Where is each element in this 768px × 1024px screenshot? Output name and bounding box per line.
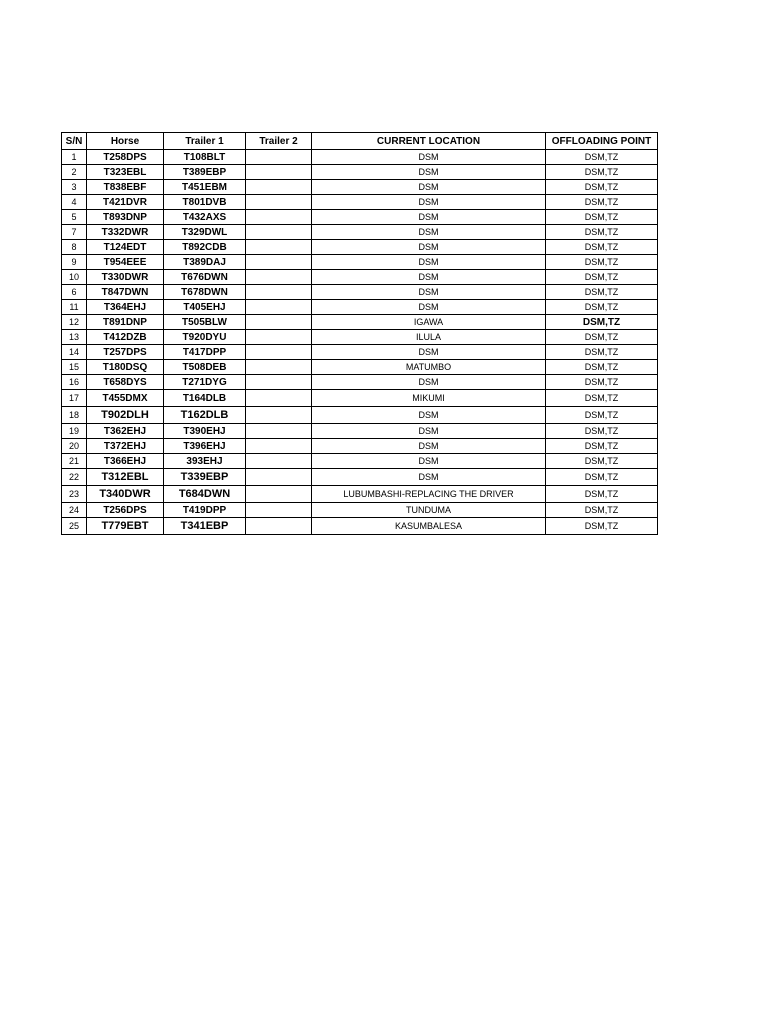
cell-trailer-1: T678DWN <box>164 285 246 300</box>
cell-trailer-2 <box>246 315 312 330</box>
cell-sn: 22 <box>62 469 87 486</box>
cell-horse: T847DWN <box>87 285 164 300</box>
cell-current-location: MATUMBO <box>312 360 546 375</box>
cell-trailer-2 <box>246 195 312 210</box>
cell-trailer-2 <box>246 165 312 180</box>
cell-trailer-2 <box>246 486 312 503</box>
cell-current-location: DSM <box>312 407 546 424</box>
cell-horse: T891DNP <box>87 315 164 330</box>
cell-current-location: MIKUMI <box>312 390 546 407</box>
cell-horse: T455DMX <box>87 390 164 407</box>
table-row <box>62 300 658 315</box>
cell-horse: T412DZB <box>87 330 164 345</box>
cell-trailer-2 <box>246 330 312 345</box>
cell-sn: 10 <box>62 270 87 285</box>
cell-offloading-point: DSM,TZ <box>546 390 658 407</box>
cell-current-location: DSM <box>312 424 546 439</box>
cell-offloading-point: DSM,TZ <box>546 270 658 285</box>
cell-current-location: DSM <box>312 195 546 210</box>
cell-horse: T180DSQ <box>87 360 164 375</box>
cell-trailer-2 <box>246 439 312 454</box>
cell-sn: 25 <box>62 518 87 535</box>
cell-trailer-1: T389DAJ <box>164 255 246 270</box>
cell-trailer-1: T508DEB <box>164 360 246 375</box>
cell-horse: T332DWR <box>87 225 164 240</box>
cell-sn: 16 <box>62 375 87 390</box>
cell-offloading-point: DSM,TZ <box>546 195 658 210</box>
cell-horse: T312EBL <box>87 469 164 486</box>
cell-offloading-point: DSM,TZ <box>546 407 658 424</box>
cell-offloading-point: DSM,TZ <box>546 345 658 360</box>
table-body <box>62 150 658 535</box>
cell-sn: 7 <box>62 225 87 240</box>
cell-sn: 3 <box>62 180 87 195</box>
cell-horse: T330DWR <box>87 270 164 285</box>
cell-offloading-point: DSM,TZ <box>546 439 658 454</box>
cell-sn: 2 <box>62 165 87 180</box>
cell-sn: 20 <box>62 439 87 454</box>
cell-offloading-point: DSM,TZ <box>546 285 658 300</box>
cell-horse: T902DLH <box>87 407 164 424</box>
cell-sn: 15 <box>62 360 87 375</box>
cell-current-location: LUBUMBASHI-REPLACING THE DRIVER <box>312 486 546 503</box>
cell-trailer-1: T801DVB <box>164 195 246 210</box>
table-row <box>62 270 658 285</box>
cell-offloading-point: DSM,TZ <box>546 240 658 255</box>
table-row <box>62 180 658 195</box>
cell-current-location: DSM <box>312 255 546 270</box>
cell-trailer-1: T162DLB <box>164 407 246 424</box>
cell-offloading-point: DSM,TZ <box>546 315 658 330</box>
table-row <box>62 407 658 424</box>
cell-trailer-2 <box>246 150 312 165</box>
cell-horse: T893DNP <box>87 210 164 225</box>
cell-trailer-1: T164DLB <box>164 390 246 407</box>
cell-current-location: DSM <box>312 150 546 165</box>
cell-current-location: DSM <box>312 180 546 195</box>
cell-offloading-point: DSM,TZ <box>546 330 658 345</box>
cell-trailer-2 <box>246 300 312 315</box>
cell-horse: T372EHJ <box>87 439 164 454</box>
cell-sn: 4 <box>62 195 87 210</box>
cell-horse: T362EHJ <box>87 424 164 439</box>
cell-trailer-1: T329DWL <box>164 225 246 240</box>
cell-trailer-1: T432AXS <box>164 210 246 225</box>
table-row <box>62 454 658 469</box>
cell-sn: 14 <box>62 345 87 360</box>
cell-sn: 13 <box>62 330 87 345</box>
table-row <box>62 330 658 345</box>
cell-trailer-2 <box>246 255 312 270</box>
cell-trailer-1: T419DPP <box>164 503 246 518</box>
cell-current-location: DSM <box>312 225 546 240</box>
cell-horse: T124EDT <box>87 240 164 255</box>
cell-offloading-point: DSM,TZ <box>546 225 658 240</box>
cell-sn: 11 <box>62 300 87 315</box>
column-header-trailer-1: Trailer 1 <box>164 133 246 150</box>
cell-offloading-point: DSM,TZ <box>546 503 658 518</box>
table-row <box>62 424 658 439</box>
table-row <box>62 240 658 255</box>
table-row <box>62 390 658 407</box>
cell-horse: T421DVR <box>87 195 164 210</box>
cell-offloading-point: DSM,TZ <box>546 360 658 375</box>
cell-sn: 23 <box>62 486 87 503</box>
cell-horse: T257DPS <box>87 345 164 360</box>
table-row <box>62 469 658 486</box>
cell-trailer-2 <box>246 375 312 390</box>
cell-trailer-1: T505BLW <box>164 315 246 330</box>
cell-sn: 5 <box>62 210 87 225</box>
table-row <box>62 503 658 518</box>
cell-current-location: DSM <box>312 454 546 469</box>
column-header-current-location: CURRENT LOCATION <box>312 133 546 150</box>
cell-sn: 9 <box>62 255 87 270</box>
table-row <box>62 210 658 225</box>
cell-trailer-2 <box>246 180 312 195</box>
table-row <box>62 518 658 535</box>
cell-current-location: DSM <box>312 270 546 285</box>
cell-trailer-1: T405EHJ <box>164 300 246 315</box>
cell-current-location: DSM <box>312 300 546 315</box>
cell-trailer-1: 393EHJ <box>164 454 246 469</box>
cell-current-location: DSM <box>312 439 546 454</box>
table-row <box>62 439 658 454</box>
cell-offloading-point: DSM,TZ <box>546 469 658 486</box>
cell-trailer-2 <box>246 407 312 424</box>
column-header-offloading-point: OFFLOADING POINT <box>546 133 658 150</box>
cell-horse: T256DPS <box>87 503 164 518</box>
cell-current-location: DSM <box>312 165 546 180</box>
cell-trailer-2 <box>246 270 312 285</box>
cell-current-location: DSM <box>312 240 546 255</box>
cell-trailer-1: T892CDB <box>164 240 246 255</box>
cell-trailer-2 <box>246 240 312 255</box>
cell-horse: T658DYS <box>87 375 164 390</box>
column-header-trailer-2: Trailer 2 <box>246 133 312 150</box>
cell-current-location: DSM <box>312 285 546 300</box>
cell-trailer-1: T339EBP <box>164 469 246 486</box>
cell-offloading-point: DSM,TZ <box>546 454 658 469</box>
cell-trailer-2 <box>246 210 312 225</box>
cell-current-location: DSM <box>312 469 546 486</box>
cell-offloading-point: DSM,TZ <box>546 180 658 195</box>
table-header-row <box>62 133 658 150</box>
cell-sn: 6 <box>62 285 87 300</box>
cell-offloading-point: DSM,TZ <box>546 210 658 225</box>
cell-sn: 24 <box>62 503 87 518</box>
cell-trailer-2 <box>246 390 312 407</box>
cell-offloading-point: DSM,TZ <box>546 486 658 503</box>
cell-horse: T838EBF <box>87 180 164 195</box>
cell-trailer-2 <box>246 285 312 300</box>
cell-current-location: ILULA <box>312 330 546 345</box>
cell-current-location: DSM <box>312 345 546 360</box>
column-header-sn: S/N <box>62 133 87 150</box>
cell-horse: T779EBT <box>87 518 164 535</box>
cell-trailer-2 <box>246 424 312 439</box>
column-header-horse: Horse <box>87 133 164 150</box>
cell-current-location: IGAWA <box>312 315 546 330</box>
table-row <box>62 255 658 270</box>
cell-horse: T366EHJ <box>87 454 164 469</box>
table-row <box>62 195 658 210</box>
cell-sn: 18 <box>62 407 87 424</box>
cell-offloading-point: DSM,TZ <box>546 424 658 439</box>
cell-offloading-point: DSM,TZ <box>546 150 658 165</box>
cell-trailer-2 <box>246 345 312 360</box>
cell-sn: 19 <box>62 424 87 439</box>
cell-trailer-1: T390EHJ <box>164 424 246 439</box>
cell-sn: 17 <box>62 390 87 407</box>
cell-trailer-2 <box>246 454 312 469</box>
cell-horse: T323EBL <box>87 165 164 180</box>
cell-trailer-2 <box>246 360 312 375</box>
cell-trailer-1: T676DWN <box>164 270 246 285</box>
cell-sn: 12 <box>62 315 87 330</box>
table-row <box>62 375 658 390</box>
cell-trailer-1: T920DYU <box>164 330 246 345</box>
table-row <box>62 165 658 180</box>
table-row <box>62 225 658 240</box>
cell-offloading-point: DSM,TZ <box>546 300 658 315</box>
table-row <box>62 315 658 330</box>
cell-offloading-point: DSM,TZ <box>546 518 658 535</box>
cell-trailer-2 <box>246 469 312 486</box>
cell-trailer-1: T389EBP <box>164 165 246 180</box>
cell-current-location: TUNDUMA <box>312 503 546 518</box>
cell-trailer-1: T108BLT <box>164 150 246 165</box>
cell-horse: T258DPS <box>87 150 164 165</box>
cell-offloading-point: DSM,TZ <box>546 375 658 390</box>
cell-trailer-1: T341EBP <box>164 518 246 535</box>
cell-trailer-1: T396EHJ <box>164 439 246 454</box>
cell-trailer-2 <box>246 503 312 518</box>
cell-trailer-1: T417DPP <box>164 345 246 360</box>
cell-current-location: DSM <box>312 210 546 225</box>
cell-offloading-point: DSM,TZ <box>546 165 658 180</box>
truck-location-table <box>61 132 658 535</box>
spreadsheet-page <box>61 132 658 535</box>
cell-sn: 1 <box>62 150 87 165</box>
table-row <box>62 285 658 300</box>
cell-trailer-2 <box>246 518 312 535</box>
table-row <box>62 486 658 503</box>
table-row <box>62 150 658 165</box>
cell-offloading-point: DSM,TZ <box>546 255 658 270</box>
cell-trailer-2 <box>246 225 312 240</box>
cell-sn: 8 <box>62 240 87 255</box>
cell-horse: T954EEE <box>87 255 164 270</box>
cell-horse: T340DWR <box>87 486 164 503</box>
cell-trailer-1: T271DYG <box>164 375 246 390</box>
table-row <box>62 345 658 360</box>
cell-trailer-1: T684DWN <box>164 486 246 503</box>
table-row <box>62 360 658 375</box>
cell-sn: 21 <box>62 454 87 469</box>
cell-current-location: KASUMBALESA <box>312 518 546 535</box>
cell-trailer-1: T451EBM <box>164 180 246 195</box>
cell-current-location: DSM <box>312 375 546 390</box>
cell-horse: T364EHJ <box>87 300 164 315</box>
